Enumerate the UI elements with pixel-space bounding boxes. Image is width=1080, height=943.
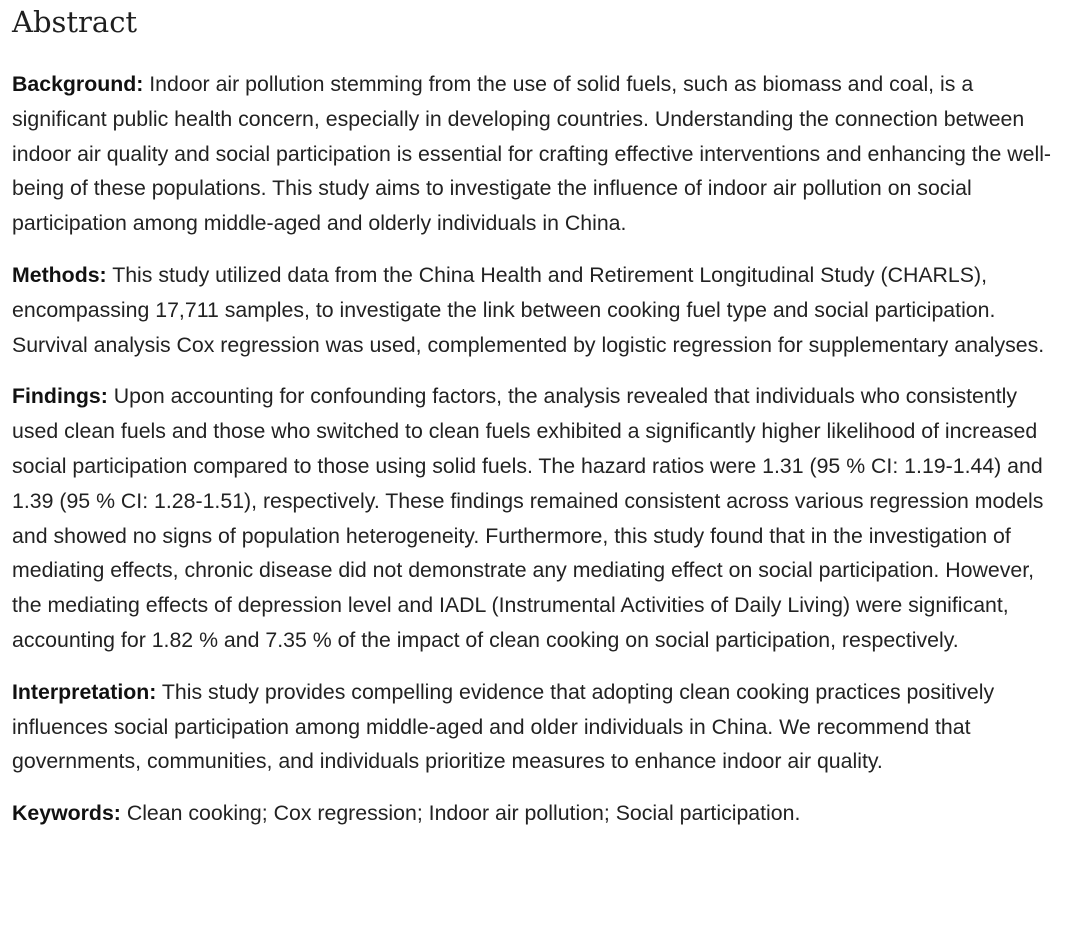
abstract-section-methods xyxy=(12,258,1058,362)
abstract-section-interpretation xyxy=(12,675,1058,779)
section-text: Indoor air pollution stemming from the use of solid fuels, such as biomass and coal, is a significant public health concern, especially in developing countries. Understanding the connection between indoor air quality and social participation is essential for crafting effective interventions and enhancing the well-being of these populations. This study aims to investigate the influence of indoor air pollution on social participation among middle-aged and olderly individuals in China. xyxy=(12,72,1052,236)
section-label: Findings: xyxy=(12,384,108,409)
section-label: Background: xyxy=(12,72,144,96)
section-label: Keywords: xyxy=(12,801,121,826)
abstract-heading: Abstract xyxy=(12,5,138,39)
section-text: This study utilized data from the China Health and Retirement Longitudinal Study (CHARLS), encompassing 17,711 samples, to investigate the link between cooking fuel type and social participation. Survival analysis Cox regression was used, complemented by logistic regression for supplementary analyses. xyxy=(12,262,1045,357)
section-text: Clean cooking; Cox regression; Indoor air pollution; Social participation. xyxy=(126,801,801,826)
section-text: Upon accounting for confounding factors, the analysis revealed that individuals who consistently used clean fuels and those who switched to clean fuels exhibited a significantly higher likelihood of increased social participation compared to those using solid fuels. The hazard ratios were 1.31 (95 % CI: 1.19-1.44) and 1.39 (95 % CI: 1.28-1.51), respectively. These findings remained consistent across various regression models and showed no signs of population heterogeneity. Furthermore, this study found that in the investigation of mediating effects, chronic disease did not demonstrate any mediating effect on social participation. However, the mediating effects of depression level and IADL (Instrumental Activities of Daily Living) were significant, accounting for 1.82 % and 7.35 % of the impact of clean cooking on social participation, respectively. xyxy=(12,384,1044,652)
abstract-section-findings xyxy=(12,379,1058,657)
section-label: Methods: xyxy=(12,262,107,287)
abstract-section-background xyxy=(12,67,1058,241)
abstract-keywords xyxy=(12,796,1058,831)
section-label: Interpretation: xyxy=(12,679,157,704)
section-text: This study provides compelling evidence that adopting clean cooking practices positively influences social participation among middle-aged and older individuals in China. We recommend that governments, communities, and individuals prioritize measures to enhance indoor air quality. xyxy=(12,679,995,774)
